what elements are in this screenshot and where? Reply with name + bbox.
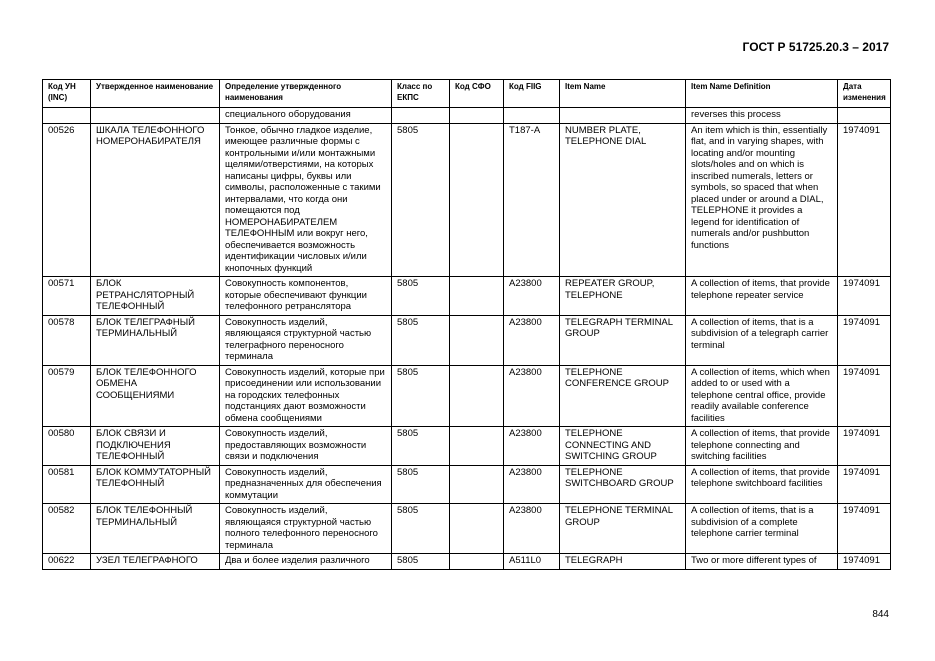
cell-approved-name: БЛОК ТЕЛЕФОННОГО ОБМЕНА СООБЩЕНИЯМИ bbox=[91, 365, 220, 427]
cell-fiig: A23800 bbox=[504, 427, 560, 466]
cell-item-name: TELEPHONE TERMINAL GROUP bbox=[560, 504, 686, 554]
cell-code: 00582 bbox=[43, 504, 91, 554]
table-row bbox=[43, 427, 891, 466]
table-header-row bbox=[43, 80, 891, 108]
cell-change-date: 1974091 bbox=[838, 315, 891, 365]
table-row bbox=[43, 123, 891, 277]
col-header-code: Код УН (INC) bbox=[43, 80, 91, 108]
cell-definition: Два и более изделия различного bbox=[220, 554, 392, 570]
cell-sfo bbox=[450, 123, 504, 277]
col-header-class: Класс по ЕКПС bbox=[392, 80, 450, 108]
table-row bbox=[43, 277, 891, 316]
col-header-fiig: Код FIIG bbox=[504, 80, 560, 108]
cell-sfo bbox=[450, 504, 504, 554]
cell-definition: Совокупность изделий, предоставляющих возможности связи и подключения bbox=[220, 427, 392, 466]
cell-fiig: A23800 bbox=[504, 315, 560, 365]
cell-item-definition: Two or more different types of bbox=[686, 554, 838, 570]
cell-definition: Совокупность изделий, которые при присоединении или использовании на городских телефонных подстанциях дают возможности обмена сообщениями bbox=[220, 365, 392, 427]
cell-code: 00580 bbox=[43, 427, 91, 466]
cell-change-date: 1974091 bbox=[838, 554, 891, 570]
cell-item-name: REPEATER GROUP, TELEPHONE bbox=[560, 277, 686, 316]
cell-item-name: TELEGRAPH bbox=[560, 554, 686, 570]
cell-code bbox=[43, 108, 91, 124]
table-row bbox=[43, 504, 891, 554]
table-row bbox=[43, 465, 891, 504]
table-row bbox=[43, 315, 891, 365]
cell-item-name: TELEPHONE SWITCHBOARD GROUP bbox=[560, 465, 686, 504]
cell-item-definition: A collection of items, which when added to or used with a telephone central office, provide readily available conference facilities bbox=[686, 365, 838, 427]
cell-approved-name: БЛОК ТЕЛЕГРАФНЫЙ ТЕРМИНАЛЬНЫЙ bbox=[91, 315, 220, 365]
cell-class: 5805 bbox=[392, 365, 450, 427]
col-header-definition: Определение утвержденного наименования bbox=[220, 80, 392, 108]
cell-change-date bbox=[838, 108, 891, 124]
cell-change-date: 1974091 bbox=[838, 365, 891, 427]
cell-change-date: 1974091 bbox=[838, 504, 891, 554]
cell-class: 5805 bbox=[392, 554, 450, 570]
cell-class bbox=[392, 108, 450, 124]
cell-fiig: A23800 bbox=[504, 504, 560, 554]
cell-definition: Тонкое, обычно гладкое изделие, имеющее различные формы с контрольными и/или монтажными щелями/отверстиями, на которых написаны цифры, буквы или символы, расположенные с такими интервалами, что когда они помещаются под НОМЕРОНАБИРАТЕЛЕМ ТЕЛЕФОННЫМ или вокруг него, обеспечивается возможность идентификации числовых и/или кнопочных функций bbox=[220, 123, 392, 277]
cell-class: 5805 bbox=[392, 277, 450, 316]
col-header-approved-name: Утвержденное наименование bbox=[91, 80, 220, 108]
cell-class: 5805 bbox=[392, 504, 450, 554]
cell-sfo bbox=[450, 427, 504, 466]
cell-sfo bbox=[450, 315, 504, 365]
cell-class: 5805 bbox=[392, 427, 450, 466]
cell-fiig: A23800 bbox=[504, 465, 560, 504]
cell-code: 00622 bbox=[43, 554, 91, 570]
cell-approved-name: БЛОК СВЯЗИ И ПОДКЛЮЧЕНИЯ ТЕЛЕФОННЫЙ bbox=[91, 427, 220, 466]
col-header-sfo: Код СФО bbox=[450, 80, 504, 108]
cell-code: 00578 bbox=[43, 315, 91, 365]
cell-code: 00581 bbox=[43, 465, 91, 504]
cell-item-definition: A collection of items, that provide telephone repeater service bbox=[686, 277, 838, 316]
cell-definition: Совокупность изделий, являющаяся структурной частью полного телефонного переносного терминала bbox=[220, 504, 392, 554]
cell-approved-name bbox=[91, 108, 220, 124]
cell-sfo bbox=[450, 465, 504, 504]
col-header-item-name: Item Name bbox=[560, 80, 686, 108]
cell-definition: Совокупность изделий, предназначенных для обеспечения коммутации bbox=[220, 465, 392, 504]
page-number: 844 bbox=[872, 609, 889, 620]
cell-fiig: A23800 bbox=[504, 365, 560, 427]
cell-class: 5805 bbox=[392, 123, 450, 277]
cell-change-date: 1974091 bbox=[838, 465, 891, 504]
col-header-item-definition: Item Name Definition bbox=[686, 80, 838, 108]
table-row bbox=[43, 554, 891, 570]
cell-class: 5805 bbox=[392, 465, 450, 504]
cell-class: 5805 bbox=[392, 315, 450, 365]
table-row bbox=[43, 108, 891, 124]
cell-approved-name: ШКАЛА ТЕЛЕФОННОГО НОМЕРОНАБИРАТЕЛЯ bbox=[91, 123, 220, 277]
cell-approved-name: БЛОК ТЕЛЕФОННЫЙ ТЕРМИНАЛЬНЫЙ bbox=[91, 504, 220, 554]
cell-approved-name: БЛОК КОММУТАТОРНЫЙ ТЕЛЕФОННЫЙ bbox=[91, 465, 220, 504]
col-header-change-date: Дата изменения bbox=[838, 80, 891, 108]
cell-item-definition: A collection of items, that provide telephone connecting and switching facilities bbox=[686, 427, 838, 466]
cell-item-name: TELEPHONE CONNECTING AND SWITCHING GROUP bbox=[560, 427, 686, 466]
cell-code: 00526 bbox=[43, 123, 91, 277]
cell-change-date: 1974091 bbox=[838, 277, 891, 316]
cell-item-definition: An item which is thin, essentially flat, and in varying shapes, with locating and/or mounting slots/holes and on which is inscribed numerals, letters or symbols, so spaced that when placed under or around a DIAL, TELEPHONE it provides a legend for identification of numerals and/or pushbutton functions bbox=[686, 123, 838, 277]
cell-approved-name: БЛОК РЕТРАНСЛЯТОРНЫЙ ТЕЛЕФОННЫЙ bbox=[91, 277, 220, 316]
cell-item-definition: A collection of items, that provide telephone switchboard facilities bbox=[686, 465, 838, 504]
cell-definition: Совокупность изделий, являющаяся структурной частью телеграфного переносного терминала bbox=[220, 315, 392, 365]
cell-change-date: 1974091 bbox=[838, 427, 891, 466]
cell-item-definition: A collection of items, that is a subdivision of a telegraph carrier terminal bbox=[686, 315, 838, 365]
cell-change-date: 1974091 bbox=[838, 123, 891, 277]
cell-item-name bbox=[560, 108, 686, 124]
cell-code: 00579 bbox=[43, 365, 91, 427]
cell-fiig: T187-A bbox=[504, 123, 560, 277]
cell-sfo bbox=[450, 277, 504, 316]
cell-fiig: A23800 bbox=[504, 277, 560, 316]
gost-table bbox=[42, 79, 891, 570]
cell-sfo bbox=[450, 108, 504, 124]
cell-sfo bbox=[450, 554, 504, 570]
cell-sfo bbox=[450, 365, 504, 427]
cell-item-name: TELEGRAPH TERMINAL GROUP bbox=[560, 315, 686, 365]
cell-definition: Совокупность компонентов, которые обеспечивают функции телефонного ретранслятора bbox=[220, 277, 392, 316]
cell-item-definition: reverses this process bbox=[686, 108, 838, 124]
cell-item-name: TELEPHONE CONFERENCE GROUP bbox=[560, 365, 686, 427]
cell-item-name: NUMBER PLATE, TELEPHONE DIAL bbox=[560, 123, 686, 277]
cell-fiig: A511L0 bbox=[504, 554, 560, 570]
cell-fiig bbox=[504, 108, 560, 124]
table-row bbox=[43, 365, 891, 427]
cell-item-definition: A collection of items, that is a subdivision of a complete telephone carrier terminal bbox=[686, 504, 838, 554]
cell-approved-name: УЗЕЛ ТЕЛЕГРАФНОГО bbox=[91, 554, 220, 570]
cell-code: 00571 bbox=[43, 277, 91, 316]
document-title: ГОСТ Р 51725.20.3 – 2017 bbox=[742, 40, 889, 54]
cell-definition: специального оборудования bbox=[220, 108, 392, 124]
